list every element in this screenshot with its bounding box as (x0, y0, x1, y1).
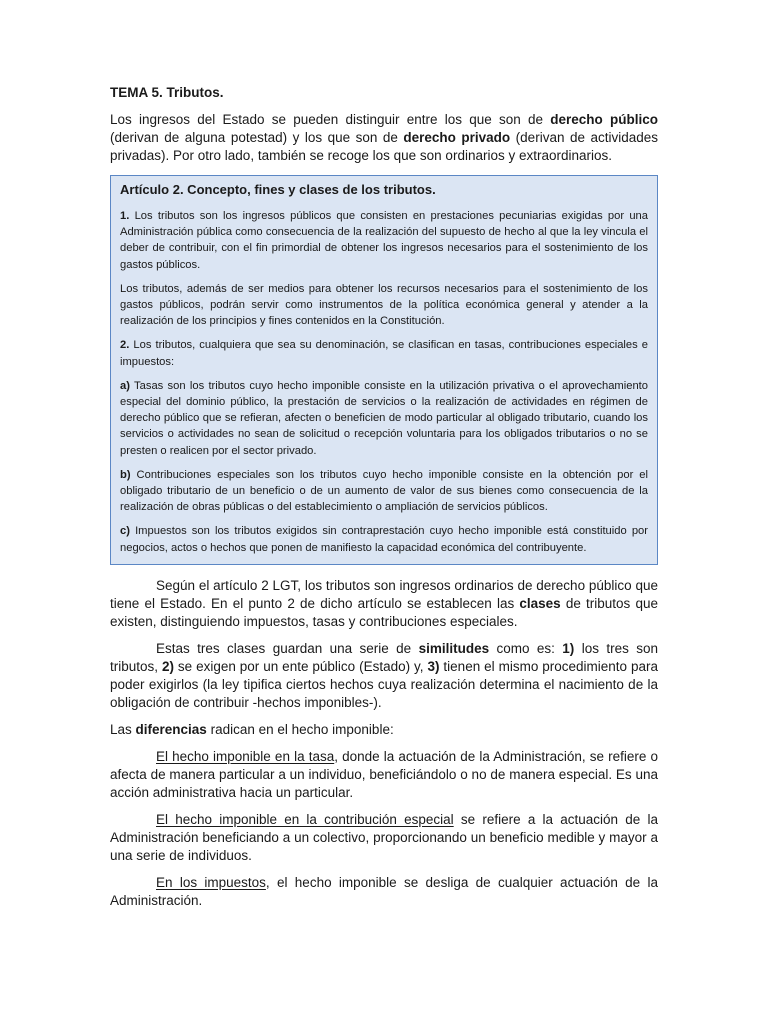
text-run: (derivan de actividades privadas). Por otro lado, también se recoge los que son ordinarios y extraordinarios. (110, 130, 659, 163)
body-paragraph-1 (110, 577, 658, 631)
text-run: , donde la actuación de la Administración, se refiere o afecta de manera particular a un individuo, beneficiándolo o no de manera especial. Es una acción administrativa hacia un particular. (110, 748, 658, 800)
text-run: se exigen por un ente público (Estado) y, (173, 658, 428, 674)
text-run: Contribuciones especiales son los tributos cuyo hecho imponible consiste en la obtención por el obligado tributario de un beneficio o de un aumento de valor de sus bienes como consecuencia de la realización de obras públicas o del establecimiento o ampliación de servicios públicos. (120, 468, 648, 514)
bold-term: diferencias (135, 721, 207, 737)
bold-term: derecho privado (403, 130, 511, 145)
text-run: Los tributos, cualquiera que sea su denominación, se clasifican en tasas, contribuciones especiales e impuestos: (120, 339, 648, 368)
text-run: Estas tres clases guardan una serie de (156, 640, 419, 656)
article-item-a (120, 378, 648, 459)
bold-term: similitudes (418, 640, 490, 656)
article-item-b (120, 467, 648, 516)
text-run: los tres son tributos, (110, 640, 658, 674)
bold-term: 1) (562, 640, 575, 656)
text-run: radican en el hecho imponible: (206, 721, 394, 737)
intro-paragraph (110, 111, 658, 165)
body-paragraph-6 (110, 874, 658, 910)
text-run: Impuestos son los tributos exigidos sin contraprestación cuyo hecho imponible está constituido por negocios, actos o hechos que ponen de manifiesto la capacidad económica del contribuyente. (120, 525, 648, 554)
item-label: c) (120, 525, 130, 538)
underlined-term: El hecho imponible en la tasa (156, 748, 335, 764)
text-run: Según el artículo 2 LGT, los tributos son ingresos ordinarios de derecho público que tiene el Estado. En el punto 2 de dicho artículo se establecen las (110, 577, 658, 611)
text-run: Los ingresos del Estado se pueden distinguir entre los que son de (110, 112, 551, 127)
text-run: como es: (489, 640, 563, 656)
bold-term: 2) (161, 658, 174, 674)
article-quote-box (110, 175, 658, 565)
article-paragraph-2 (120, 337, 648, 369)
bold-term: derecho público (550, 112, 659, 127)
text-run: (derivan de alguna potestad) y los que son de (110, 130, 404, 145)
article-title: Artículo 2. Concepto, fines y clases de los tributos. (120, 182, 436, 197)
article-paragraph-1 (120, 208, 648, 273)
bold-term: clases (519, 595, 561, 611)
text-run: Las (110, 721, 136, 737)
body-paragraph-3 (110, 721, 658, 739)
text-run: de tributos que existen, distinguiendo impuestos, tasas y contribuciones especiales. (110, 595, 658, 629)
text-run: se refiere a la actuación de la Administración beneficiando a un colectivo, proporcionando un beneficio medible y mayor a una serie de individuos. (110, 811, 659, 863)
text-run: Los tributos son los ingresos públicos que consisten en prestaciones pecuniarias exigidas por una Administración pública como consecuencia de la realización del supuesto de hecho al que la ley vincula el deber de contribuir, con el fin primordial de obtener los ingresos necesarios para el sostenimiento de los gastos públicos. (120, 210, 648, 271)
item-label: b) (120, 468, 131, 481)
article-item-c (120, 523, 648, 555)
underlined-term: En los impuestos (156, 874, 266, 890)
text-run: tienen el mismo procedimiento para poder exigirlos (la ley tipifica ciertos hechos cuya realización determina el nacimiento de la obligación de contribuir -hechos imponibles-). (110, 658, 658, 710)
body-paragraph-4 (110, 748, 658, 802)
document-title: TEMA 5. Tributos. (110, 85, 224, 100)
body-paragraph-5 (110, 811, 658, 865)
text-run: Tasas son los tributos cuyo hecho imponible consiste en la utilización privativa o el aprovechamiento especial del dominio público, la prestación de servicios o la realización de actividades en régimen de derecho público que se refieran, afecten o beneficien de modo particular al obligado tributario, cuando los servicios o actividades no sean de solicitud o recepción voluntaria para los obligados tributarios o no se presten o realicen por el sector privado. (120, 379, 648, 457)
paragraph-number: 1. (120, 210, 130, 222)
paragraph-number: 2. (120, 339, 130, 352)
body-paragraph-2 (110, 640, 658, 712)
article-paragraph-1b: Los tributos, además de ser medios para obtener los recursos necesarios para el sostenimiento de los gastos públicos, podrán servir como instrumentos de la política económica general y atender a la realización de los principios y fines contenidos en la Constitución. (120, 282, 648, 328)
text-run: , el hecho imponible se desliga de cualquier actuación de la Administración. (110, 874, 658, 908)
underlined-term: El hecho imponible en la contribución especial (156, 811, 454, 827)
bold-term: 3) (427, 658, 440, 674)
item-label: a) (120, 379, 130, 392)
